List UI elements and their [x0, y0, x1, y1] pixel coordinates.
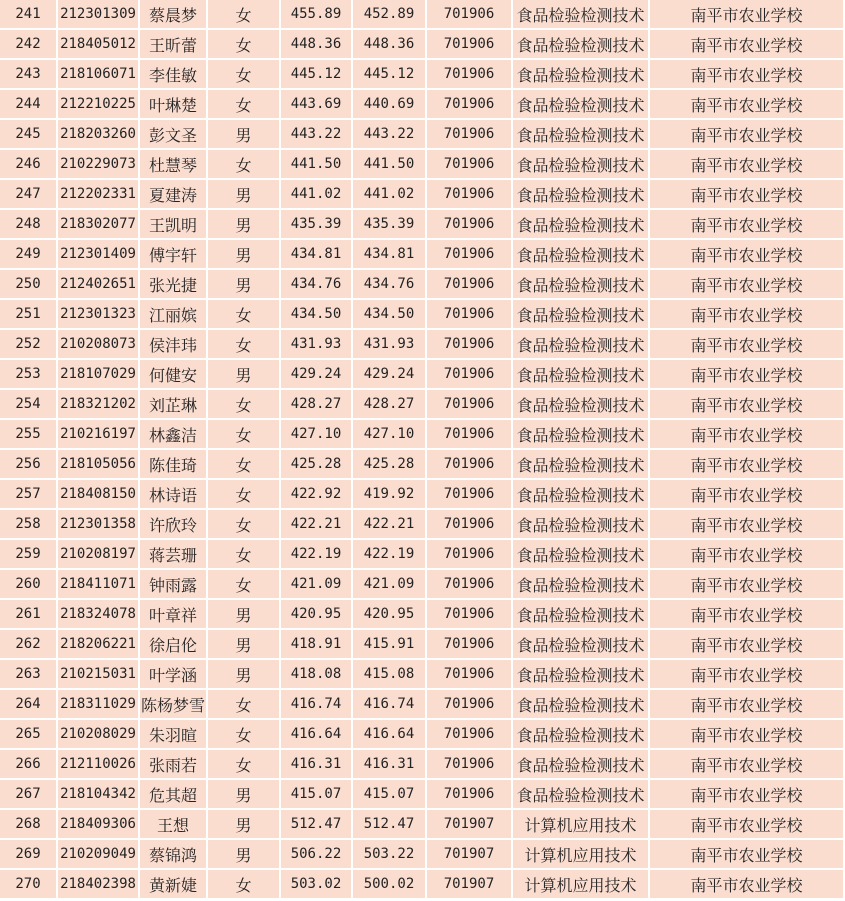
cell-gender: 女: [208, 540, 279, 568]
cell-major-name: 计算机应用技术: [513, 870, 648, 898]
cell-candidate-no: 218104342: [58, 780, 138, 808]
cell-score-b: 443.22: [353, 120, 425, 148]
cell-score-b: 434.76: [353, 270, 425, 298]
cell-school-name: 南平市农业学校: [650, 300, 843, 328]
cell-student-name: 蔡晨梦: [140, 0, 206, 28]
cell-school-name: 南平市农业学校: [650, 540, 843, 568]
cell-score-b: 429.24: [353, 360, 425, 388]
cell-score-b: 422.21: [353, 510, 425, 538]
cell-major-name: 食品检验检测技术: [513, 450, 648, 478]
cell-major-code: 701906: [427, 660, 511, 688]
cell-score-a: 418.91: [281, 630, 351, 658]
cell-candidate-no: 218409306: [58, 810, 138, 838]
cell-school-name: 南平市农业学校: [650, 30, 843, 58]
cell-school-name: 南平市农业学校: [650, 450, 843, 478]
cell-seq-no: 244: [0, 90, 56, 118]
cell-gender: 男: [208, 180, 279, 208]
cell-major-name: 食品检验检测技术: [513, 300, 648, 328]
cell-student-name: 朱羽暄: [140, 720, 206, 748]
cell-score-b: 441.02: [353, 180, 425, 208]
cell-seq-no: 267: [0, 780, 56, 808]
cell-score-b: 425.28: [353, 450, 425, 478]
cell-score-a: 421.09: [281, 570, 351, 598]
cell-gender: 男: [208, 360, 279, 388]
cell-student-name: 江丽嫔: [140, 300, 206, 328]
cell-major-code: 701906: [427, 30, 511, 58]
cell-seq-no: 245: [0, 120, 56, 148]
cell-major-name: 食品检验检测技术: [513, 0, 648, 28]
cell-score-a: 441.02: [281, 180, 351, 208]
cell-score-b: 421.09: [353, 570, 425, 598]
cell-gender: 女: [208, 60, 279, 88]
cell-score-a: 415.07: [281, 780, 351, 808]
cell-gender: 男: [208, 210, 279, 238]
cell-score-a: 448.36: [281, 30, 351, 58]
cell-candidate-no: 218408150: [58, 480, 138, 508]
cell-school-name: 南平市农业学校: [650, 360, 843, 388]
cell-gender: 女: [208, 390, 279, 418]
cell-major-code: 701906: [427, 540, 511, 568]
cell-gender: 男: [208, 660, 279, 688]
cell-gender: 女: [208, 720, 279, 748]
cell-major-name: 食品检验检测技术: [513, 270, 648, 298]
cell-major-name: 食品检验检测技术: [513, 210, 648, 238]
cell-seq-no: 255: [0, 420, 56, 448]
cell-seq-no: 241: [0, 0, 56, 28]
cell-major-code: 701906: [427, 450, 511, 478]
cell-major-name: 食品检验检测技术: [513, 150, 648, 178]
cell-student-name: 林诗语: [140, 480, 206, 508]
cell-candidate-no: 218302077: [58, 210, 138, 238]
cell-student-name: 蔡锦鸿: [140, 840, 206, 868]
cell-score-b: 500.02: [353, 870, 425, 898]
cell-score-b: 503.22: [353, 840, 425, 868]
cell-school-name: 南平市农业学校: [650, 630, 843, 658]
cell-score-b: 415.91: [353, 630, 425, 658]
cell-score-a: 443.22: [281, 120, 351, 148]
cell-candidate-no: 212110026: [58, 750, 138, 778]
cell-major-name: 食品检验检测技术: [513, 780, 648, 808]
cell-school-name: 南平市农业学校: [650, 270, 843, 298]
cell-seq-no: 259: [0, 540, 56, 568]
cell-major-name: 食品检验检测技术: [513, 690, 648, 718]
cell-gender: 女: [208, 90, 279, 118]
cell-gender: 女: [208, 300, 279, 328]
cell-major-name: 食品检验检测技术: [513, 30, 648, 58]
cell-gender: 男: [208, 270, 279, 298]
cell-gender: 男: [208, 240, 279, 268]
cell-score-a: 416.64: [281, 720, 351, 748]
cell-major-code: 701906: [427, 270, 511, 298]
cell-major-code: 701906: [427, 90, 511, 118]
cell-school-name: 南平市农业学校: [650, 150, 843, 178]
cell-student-name: 王凯明: [140, 210, 206, 238]
cell-student-name: 叶章祥: [140, 600, 206, 628]
cell-score-b: 512.47: [353, 810, 425, 838]
cell-major-name: 食品检验检测技术: [513, 660, 648, 688]
cell-candidate-no: 212301358: [58, 510, 138, 538]
cell-student-name: 刘芷琳: [140, 390, 206, 418]
cell-gender: 女: [208, 0, 279, 28]
cell-candidate-no: 210215031: [58, 660, 138, 688]
cell-major-code: 701906: [427, 570, 511, 598]
cell-major-code: 701906: [427, 690, 511, 718]
cell-score-b: 416.64: [353, 720, 425, 748]
cell-major-code: 701906: [427, 330, 511, 358]
cell-major-name: 食品检验检测技术: [513, 180, 648, 208]
cell-major-code: 701906: [427, 210, 511, 238]
cell-major-code: 701906: [427, 480, 511, 508]
cell-school-name: 南平市农业学校: [650, 330, 843, 358]
cell-score-a: 429.24: [281, 360, 351, 388]
cell-school-name: 南平市农业学校: [650, 60, 843, 88]
cell-seq-no: 248: [0, 210, 56, 238]
cell-seq-no: 243: [0, 60, 56, 88]
cell-student-name: 叶学涵: [140, 660, 206, 688]
cell-major-name: 食品检验检测技术: [513, 750, 648, 778]
cell-student-name: 彭文圣: [140, 120, 206, 148]
cell-score-a: 431.93: [281, 330, 351, 358]
cell-seq-no: 268: [0, 810, 56, 838]
cell-gender: 女: [208, 480, 279, 508]
cell-student-name: 夏建涛: [140, 180, 206, 208]
cell-major-code: 701906: [427, 240, 511, 268]
cell-gender: 男: [208, 810, 279, 838]
cell-candidate-no: 212301323: [58, 300, 138, 328]
cell-student-name: 许欣玲: [140, 510, 206, 538]
cell-seq-no: 266: [0, 750, 56, 778]
cell-score-b: 452.89: [353, 0, 425, 28]
cell-student-name: 钟雨露: [140, 570, 206, 598]
cell-school-name: 南平市农业学校: [650, 870, 843, 898]
cell-candidate-no: 212301409: [58, 240, 138, 268]
cell-major-name: 食品检验检测技术: [513, 390, 648, 418]
cell-major-name: 食品检验检测技术: [513, 630, 648, 658]
cell-score-b: 419.92: [353, 480, 425, 508]
cell-major-name: 食品检验检测技术: [513, 90, 648, 118]
cell-candidate-no: 210208197: [58, 540, 138, 568]
cell-student-name: 叶琳楚: [140, 90, 206, 118]
cell-student-name: 王想: [140, 810, 206, 838]
cell-score-b: 441.50: [353, 150, 425, 178]
cell-score-a: 416.74: [281, 690, 351, 718]
cell-candidate-no: 218405012: [58, 30, 138, 58]
cell-school-name: 南平市农业学校: [650, 840, 843, 868]
cell-school-name: 南平市农业学校: [650, 480, 843, 508]
cell-seq-no: 251: [0, 300, 56, 328]
cell-school-name: 南平市农业学校: [650, 570, 843, 598]
cell-score-a: 434.81: [281, 240, 351, 268]
cell-score-a: 455.89: [281, 0, 351, 28]
cell-seq-no: 250: [0, 270, 56, 298]
cell-seq-no: 258: [0, 510, 56, 538]
cell-major-code: 701906: [427, 510, 511, 538]
cell-score-b: 415.08: [353, 660, 425, 688]
cell-seq-no: 269: [0, 840, 56, 868]
cell-student-name: 林鑫洁: [140, 420, 206, 448]
cell-school-name: 南平市农业学校: [650, 720, 843, 748]
cell-score-a: 434.76: [281, 270, 351, 298]
cell-candidate-no: 218402398: [58, 870, 138, 898]
cell-candidate-no: 218206221: [58, 630, 138, 658]
cell-seq-no: 263: [0, 660, 56, 688]
cell-score-b: 431.93: [353, 330, 425, 358]
cell-score-b: 415.07: [353, 780, 425, 808]
cell-gender: 男: [208, 600, 279, 628]
cell-major-code: 701906: [427, 600, 511, 628]
cell-seq-no: 261: [0, 600, 56, 628]
cell-major-name: 食品检验检测技术: [513, 540, 648, 568]
cell-score-a: 435.39: [281, 210, 351, 238]
cell-school-name: 南平市农业学校: [650, 120, 843, 148]
cell-major-name: 食品检验检测技术: [513, 360, 648, 388]
cell-candidate-no: 212402651: [58, 270, 138, 298]
cell-student-name: 杜慧琴: [140, 150, 206, 178]
cell-major-code: 701906: [427, 300, 511, 328]
cell-major-code: 701906: [427, 750, 511, 778]
cell-student-name: 陈杨梦雪: [140, 690, 206, 718]
cell-score-b: 434.81: [353, 240, 425, 268]
cell-student-name: 侯沣玮: [140, 330, 206, 358]
cell-major-code: 701907: [427, 840, 511, 868]
cell-student-name: 李佳敏: [140, 60, 206, 88]
cell-candidate-no: 218106071: [58, 60, 138, 88]
cell-major-code: 701906: [427, 630, 511, 658]
cell-gender: 女: [208, 450, 279, 478]
cell-seq-no: 270: [0, 870, 56, 898]
cell-seq-no: 256: [0, 450, 56, 478]
cell-score-b: 434.50: [353, 300, 425, 328]
cell-student-name: 王昕蕾: [140, 30, 206, 58]
cell-major-code: 701906: [427, 0, 511, 28]
cell-candidate-no: 210208073: [58, 330, 138, 358]
cell-seq-no: 265: [0, 720, 56, 748]
cell-seq-no: 260: [0, 570, 56, 598]
cell-candidate-no: 212202331: [58, 180, 138, 208]
cell-school-name: 南平市农业学校: [650, 780, 843, 808]
cell-gender: 女: [208, 750, 279, 778]
cell-gender: 女: [208, 510, 279, 538]
cell-candidate-no: 210208029: [58, 720, 138, 748]
cell-major-code: 701906: [427, 60, 511, 88]
cell-score-a: 425.28: [281, 450, 351, 478]
cell-score-b: 440.69: [353, 90, 425, 118]
cell-score-a: 434.50: [281, 300, 351, 328]
cell-candidate-no: 218107029: [58, 360, 138, 388]
cell-candidate-no: 212301309: [58, 0, 138, 28]
cell-major-name: 计算机应用技术: [513, 810, 648, 838]
cell-major-code: 701906: [427, 780, 511, 808]
cell-score-b: 416.31: [353, 750, 425, 778]
cell-score-a: 427.10: [281, 420, 351, 448]
cell-score-b: 435.39: [353, 210, 425, 238]
cell-score-a: 420.95: [281, 600, 351, 628]
cell-major-name: 食品检验检测技术: [513, 570, 648, 598]
cell-score-a: 443.69: [281, 90, 351, 118]
cell-school-name: 南平市农业学校: [650, 90, 843, 118]
cell-score-a: 506.22: [281, 840, 351, 868]
cell-school-name: 南平市农业学校: [650, 240, 843, 268]
cell-school-name: 南平市农业学校: [650, 0, 843, 28]
cell-candidate-no: 218324078: [58, 600, 138, 628]
cell-major-name: 食品检验检测技术: [513, 330, 648, 358]
cell-score-b: 428.27: [353, 390, 425, 418]
cell-school-name: 南平市农业学校: [650, 810, 843, 838]
cell-major-code: 701906: [427, 360, 511, 388]
cell-seq-no: 252: [0, 330, 56, 358]
cell-score-a: 445.12: [281, 60, 351, 88]
cell-candidate-no: 212210225: [58, 90, 138, 118]
cell-school-name: 南平市农业学校: [650, 690, 843, 718]
cell-candidate-no: 210216197: [58, 420, 138, 448]
cell-score-a: 422.21: [281, 510, 351, 538]
cell-major-code: 701906: [427, 390, 511, 418]
cell-student-name: 张光捷: [140, 270, 206, 298]
cell-school-name: 南平市农业学校: [650, 510, 843, 538]
cell-score-b: 448.36: [353, 30, 425, 58]
cell-score-a: 512.47: [281, 810, 351, 838]
cell-major-name: 食品检验检测技术: [513, 480, 648, 508]
cell-school-name: 南平市农业学校: [650, 390, 843, 418]
cell-score-a: 441.50: [281, 150, 351, 178]
cell-seq-no: 253: [0, 360, 56, 388]
cell-seq-no: 247: [0, 180, 56, 208]
cell-school-name: 南平市农业学校: [650, 750, 843, 778]
cell-student-name: 徐启伦: [140, 630, 206, 658]
cell-candidate-no: 218105056: [58, 450, 138, 478]
cell-seq-no: 262: [0, 630, 56, 658]
cell-student-name: 黄新婕: [140, 870, 206, 898]
cell-school-name: 南平市农业学校: [650, 210, 843, 238]
cell-candidate-no: 218411071: [58, 570, 138, 598]
cell-seq-no: 246: [0, 150, 56, 178]
cell-gender: 女: [208, 420, 279, 448]
cell-school-name: 南平市农业学校: [650, 660, 843, 688]
cell-gender: 女: [208, 570, 279, 598]
cell-major-code: 701906: [427, 420, 511, 448]
cell-seq-no: 264: [0, 690, 56, 718]
cell-gender: 女: [208, 870, 279, 898]
cell-student-name: 陈佳琦: [140, 450, 206, 478]
cell-score-a: 418.08: [281, 660, 351, 688]
cell-candidate-no: 210209049: [58, 840, 138, 868]
cell-major-name: 食品检验检测技术: [513, 240, 648, 268]
cell-score-b: 416.74: [353, 690, 425, 718]
cell-school-name: 南平市农业学校: [650, 420, 843, 448]
cell-major-code: 701907: [427, 870, 511, 898]
cell-seq-no: 242: [0, 30, 56, 58]
cell-gender: 男: [208, 630, 279, 658]
cell-major-name: 食品检验检测技术: [513, 420, 648, 448]
cell-major-name: 食品检验检测技术: [513, 120, 648, 148]
cell-score-b: 445.12: [353, 60, 425, 88]
cell-student-name: 何健安: [140, 360, 206, 388]
cell-score-b: 427.10: [353, 420, 425, 448]
cell-candidate-no: 218203260: [58, 120, 138, 148]
cell-gender: 女: [208, 330, 279, 358]
cell-school-name: 南平市农业学校: [650, 180, 843, 208]
cell-gender: 男: [208, 840, 279, 868]
cell-gender: 男: [208, 120, 279, 148]
cell-candidate-no: 218311029: [58, 690, 138, 718]
cell-seq-no: 249: [0, 240, 56, 268]
cell-major-code: 701906: [427, 120, 511, 148]
cell-major-code: 701906: [427, 720, 511, 748]
cell-gender: 女: [208, 150, 279, 178]
cell-school-name: 南平市农业学校: [650, 600, 843, 628]
cell-major-name: 食品检验检测技术: [513, 60, 648, 88]
cell-score-a: 428.27: [281, 390, 351, 418]
cell-major-name: 食品检验检测技术: [513, 510, 648, 538]
cell-gender: 女: [208, 30, 279, 58]
cell-major-code: 701906: [427, 180, 511, 208]
cell-student-name: 傅宇轩: [140, 240, 206, 268]
cell-score-b: 422.19: [353, 540, 425, 568]
cell-student-name: 张雨若: [140, 750, 206, 778]
cell-major-name: 食品检验检测技术: [513, 720, 648, 748]
cell-seq-no: 257: [0, 480, 56, 508]
cell-candidate-no: 210229073: [58, 150, 138, 178]
cell-major-code: 701907: [427, 810, 511, 838]
cell-score-a: 416.31: [281, 750, 351, 778]
cell-score-a: 503.02: [281, 870, 351, 898]
cell-seq-no: 254: [0, 390, 56, 418]
cell-score-a: 422.19: [281, 540, 351, 568]
cell-student-name: 蒋芸珊: [140, 540, 206, 568]
cell-score-a: 422.92: [281, 480, 351, 508]
cell-student-name: 危其超: [140, 780, 206, 808]
cell-major-name: 食品检验检测技术: [513, 600, 648, 628]
cell-gender: 男: [208, 780, 279, 808]
cell-candidate-no: 218321202: [58, 390, 138, 418]
cell-major-code: 701906: [427, 150, 511, 178]
cell-score-b: 420.95: [353, 600, 425, 628]
cell-major-name: 计算机应用技术: [513, 840, 648, 868]
cell-gender: 女: [208, 690, 279, 718]
